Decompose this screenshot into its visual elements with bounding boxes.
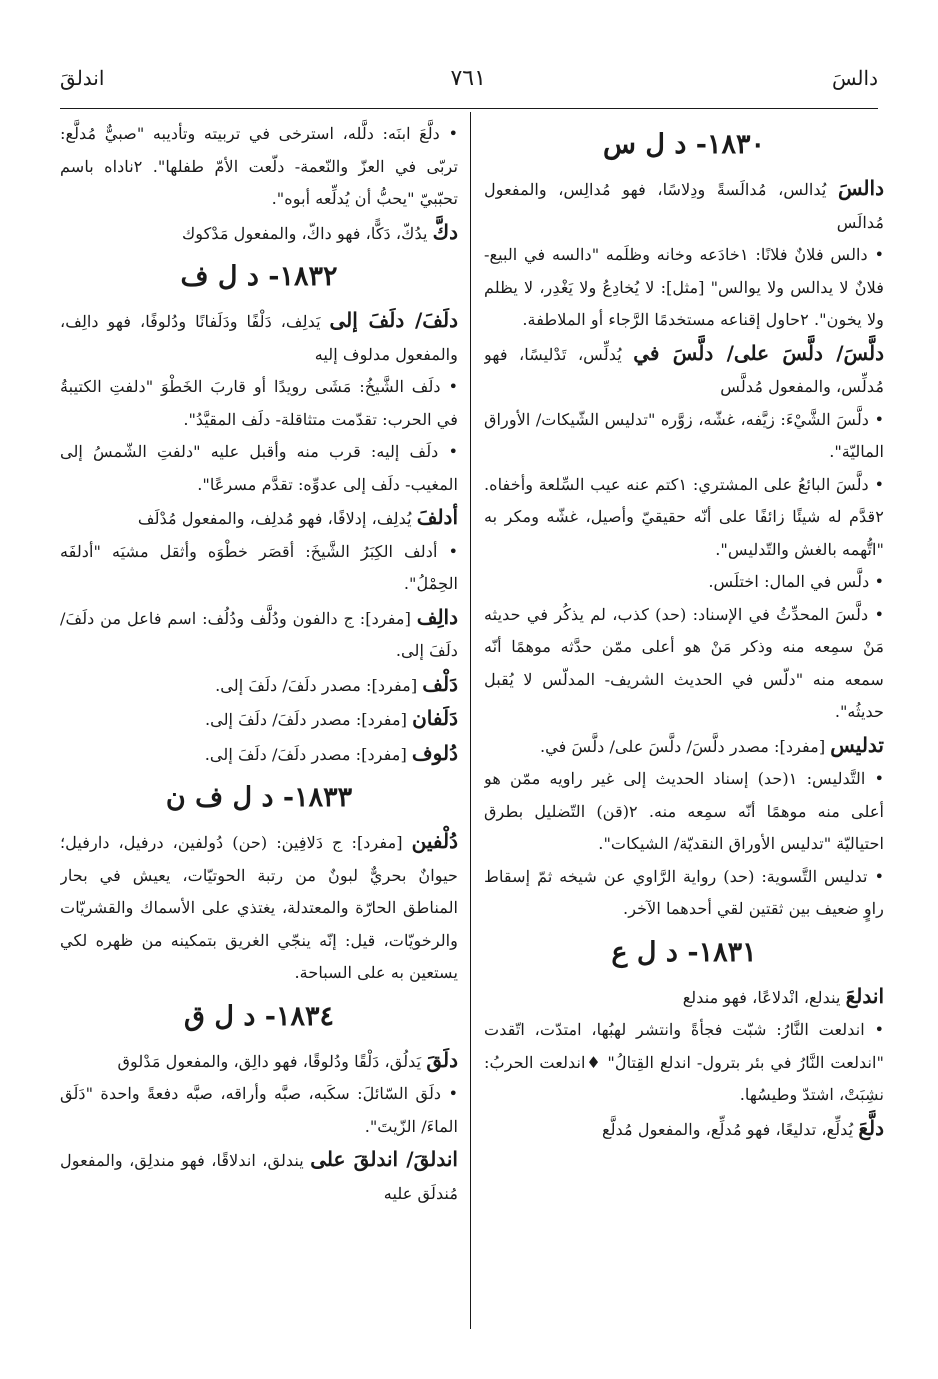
headword: دُلْفين — [411, 829, 458, 853]
dictionary-entry — [60, 1143, 458, 1210]
headword: دَلَفان — [412, 706, 458, 730]
root-section-heading: ١٨٣٠- د ل س — [602, 129, 766, 160]
headword: أدلفَ — [416, 505, 458, 529]
entry-text: • دلَّسَ الشَّيْءَ: زيَّفه، غشّه، زوَّره "تدليس الشّيكات/ الأوراق الماليّة". — [484, 409, 884, 461]
entry-text: • تدليس التَّسوية: (حد) رواية الرَّاوي عن شيخه ثمّ إسقاط راوٍ ضعيف بين ثقتين لقي أحدهما الآخر. — [484, 866, 884, 918]
left-column — [60, 118, 458, 1339]
dictionary-entry — [60, 825, 458, 990]
entry-text: يندلق، اندلاقًا، فهو مندلِق، والمفعول مُندلَق عليه — [60, 1151, 458, 1203]
root-section-heading: ١٨٣١- د ل ع — [611, 936, 757, 968]
root-section-heading: ١٨٣٢- د ل ف — [180, 261, 338, 292]
dictionary-entry — [60, 501, 458, 536]
headword: دالسَ — [837, 176, 884, 200]
headword: اندلقَ/ اندلقَ على — [310, 1147, 458, 1171]
page-header — [60, 58, 878, 98]
root-section-heading: ١٨٣٤- د ل ق — [183, 1000, 334, 1032]
page-number: ٧٦١ — [450, 65, 486, 91]
entry-text: يَدلِف، دَلْفًا ودَلَفانًا ودُلوفًا، فهو دالِف، والمفعول مدلوف إليه — [60, 312, 458, 364]
entry-text: • دلَّسَ المحدِّثُ في الإسناد: (حد) كذب، لم يذكُر في حديثه مَنْ سمِعه منه وذكر مَنْ هو أعلى ممّن حدَّثه موهمًا أنّه سمعه منه "دلّس في الحديث الشريف- المدلّس لا يُقبل حديثُه". — [484, 604, 884, 721]
entry-text: [مفرد]: مصدر دلَّسَ/ دلَّسَ على/ دلَّسَ في. — [540, 736, 831, 756]
headword: دَلْف — [422, 671, 458, 696]
entry-text: [مفرد]: مصدر دلَفَ/ دلَفَ إلى. — [204, 710, 413, 729]
entry-text: • اندلعت النَّارُ: شبّت فجأةً وانتشر لهبُها، امتدّت، اتّقدت "اندلعت النَّارُ في بئر بترول- اندلع القِتالُ" ♦اندلعت الحربُ: نشِبَتْ، اشتدّ وطيسُها. — [484, 1020, 884, 1104]
entry-sense — [60, 536, 458, 601]
headword: دالِف — [416, 604, 458, 629]
entry-text: يُدلِف، إدلافًا، فهو مُدلِف، والمفعول مُدْلَف — [137, 509, 417, 528]
entry-sense — [484, 239, 884, 337]
headword: دلَقَ — [426, 1047, 458, 1072]
entry-text: يُدلِّع، تدليعًا، فهو مُدلِّع، والمفعول مُدلَّع — [601, 1119, 859, 1139]
dictionary-entry — [60, 601, 458, 668]
entry-text: • دلَّعَ ابنَه: دلَّله، استرخى في تربيته وتأديبه "صبيٌّ مُدلَّع: تربّى في العزّ والنّعمة- دلّعت الأمّ طفلها". ٢ناداه باسم تحبّبيّ "يحبُّ أن يُدلِّعه أبوه". — [60, 124, 458, 208]
entry-text: • دالس فلانٌ فلانًا: ١خادَعه وخانه وظلَمه "دالسه في البيع- فلانٌ لا يدالس ولا يوالس" [مثل]: لا يُخادِعُ ولا يَغْدِر، لا يظلم ولا يخون". ٢حاول إقناعه مستخدمًا الرَّجاء أو الملاطفة. — [484, 245, 884, 329]
headword: تدليس — [830, 732, 884, 757]
entry-sense — [60, 371, 458, 436]
dictionary-entry — [484, 172, 884, 239]
entry-sense — [484, 599, 884, 729]
entry-text: • دلَّس في المال: اختلَس. — [708, 572, 884, 591]
entry-sense — [484, 763, 884, 861]
entry-text: • دلَف الشَّيخُ: مَشَى رويدًا أو قاربَ الخَطْوَ "دلفتِ الكتيبةُ في الحرب: تقدّمت متثاقلة- دلَف المقيَّدُ". — [60, 377, 458, 429]
entry-sense — [484, 566, 884, 599]
entry-text: [مفرد]: ج دالفون ودُلَّف ودُلُف: اسم فاعل من دلَفَ/ دلَفَ إلى. — [60, 608, 458, 660]
dictionary-entry — [484, 1112, 884, 1147]
dictionary-entry — [60, 216, 458, 251]
dictionary-entry — [60, 702, 458, 737]
entry-text: • دلَق السّائلَ: سكَبه، صبَّه وأراقه، صبَّه دفعةً واحدة "دَلَق الماءَ/ الزّيتَ". — [60, 1084, 458, 1136]
header-right-word: دالسَ — [831, 66, 878, 90]
entry-sense — [60, 1078, 458, 1143]
headword: دلَّعَ — [858, 1115, 884, 1140]
dictionary-entry — [484, 980, 884, 1015]
entry-text: • دلَّسَ البائعُ على المشتري: ١كتم عنه عيب السِّلعة وأخفاه. ٢قدَّم له شيئًا زائفًا على أنّه حقيقيّ وأصيل، غشّه ومكر به "اتُّهمه بالغش والتّدليس". — [484, 474, 884, 559]
entry-text: • التَّدليس: ١(حد) إسناد الحديث إلى غير راويه ممّن هو أعلى منه موهمًا أنّه سمِعه منه. ٢(قن) التّضليل بطرق احتياليّة "تدليس الأوراق النقديّة/ الشيكات". — [484, 769, 884, 853]
entry-sense — [484, 1014, 884, 1112]
entry-text: يُدالس، مُدالَسةً ودِلاسًا، فهو مُدالِس، والمفعول مُدالَس — [484, 180, 884, 232]
headword: دلَفَ/ دلَفَ إلى — [329, 308, 458, 332]
entry-text: [مفرد]: مصدر دلَفَ/ دلَفَ إلى. — [204, 744, 412, 764]
entry-sense — [484, 404, 884, 469]
dictionary-entry — [60, 668, 458, 703]
entry-text: يُدلِّس، تَدْليسًا، فهو مُدلِّس، والمفعول مُدلَّس — [484, 344, 884, 396]
dictionary-entry — [60, 304, 458, 371]
header-rule — [60, 108, 878, 109]
headword: دُلوف — [411, 740, 458, 765]
entry-text: يدُكّ، دَكًّا، فهو داكّ، والمفعول مَدْكوك — [181, 223, 433, 243]
entry-sense — [60, 118, 458, 216]
entry-text: [مفرد]: مصدر دلَفَ/ دلَفَ إلى. — [215, 675, 423, 695]
entry-sense — [484, 861, 884, 926]
column-divider — [470, 112, 471, 1329]
dictionary-entry — [484, 729, 884, 764]
entry-text: يندلع، انْدلاعًا، فهو مندلع — [682, 987, 846, 1007]
right-column — [484, 118, 884, 1339]
entry-text: يَدلُق، دَلْقًا ودُلوقًا، فهو دالِق، والمفعول مَدْلوق — [117, 1051, 427, 1071]
headword: اندلعَ — [845, 983, 884, 1008]
dictionary-entry — [484, 337, 884, 404]
entry-text: • أدلف الكِبَرُ الشَّيخَ: أقصَر خطْوَه وأثقل مشيَه "أدلفَه الحِمْلُ". — [60, 541, 458, 593]
entry-text: [مفرد]: ج دَلافِين: (حن) دُولفين، درفيل، دارفيل؛ حيوانٌ بحريٌّ لبونٌ من رتبة الحوتيّات، يعيش في بحار المناطق الحارّة والمعتدلة، يغتذي على الأسماك والقشريّات والرخويّات، قيل: إنّه ينجّي الغريق بتمكينه من ظهره لكي يستعين به على السباحة. — [60, 833, 458, 982]
entry-sense — [60, 436, 458, 501]
dictionary-entry — [60, 737, 458, 772]
entry-sense — [484, 469, 884, 567]
root-section-heading: ١٨٣٣- د ل ف ن — [165, 782, 353, 813]
headword: دكَّ — [432, 219, 458, 244]
headword: دلَّسَ/ دلَّسَ على/ دلَّسَ في — [633, 340, 884, 365]
header-left-word: اندلقَ — [60, 66, 105, 90]
entry-text: • دلَف إليه: قرب منه وأقبل عليه "دلفتِ الشّمسُ إلى المغيب- دلَف إلى عدوِّه: تقدَّم مسرعًا". — [60, 442, 458, 494]
dictionary-entry — [60, 1044, 458, 1079]
